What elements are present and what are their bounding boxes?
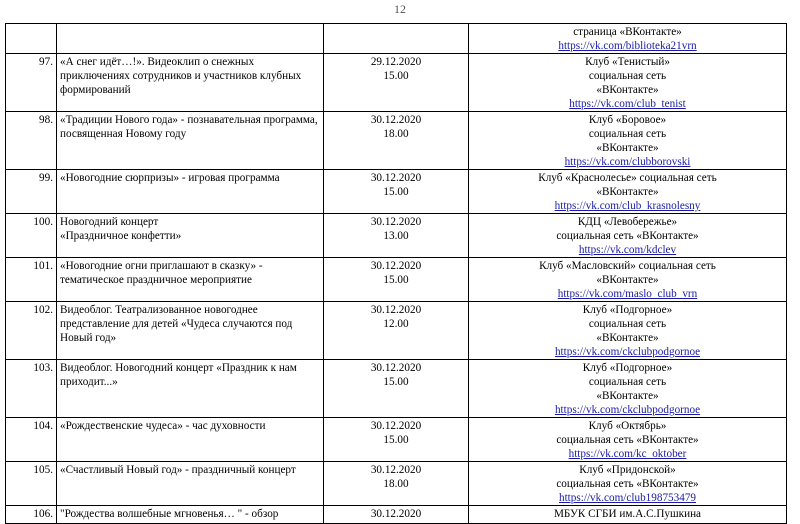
row-number: 99. (6, 170, 57, 214)
event-time: 13.00 (383, 230, 409, 242)
venue-text: «ВКонтакте» (596, 142, 659, 154)
venue-text: «ВКонтакте» (596, 274, 659, 286)
venue-text: Клуб «Тенистый» (585, 56, 670, 68)
event-title: "Рождества волшебные мгновенья… " - обзор (60, 508, 279, 520)
table-row (6, 170, 787, 214)
event-title: Новогодний концерт (60, 216, 159, 228)
event-venue-cell (469, 214, 787, 258)
event-venue-cell (469, 462, 787, 506)
event-venue-cell (469, 258, 787, 302)
event-time: 15.00 (383, 70, 409, 82)
vk-link[interactable]: https://vk.com/club198753479 (558, 492, 697, 504)
event-title: Видеоблог. Новогодний концерт «Праздник к нам приходит...» (60, 362, 297, 388)
venue-text: социальная сеть «ВКонтакте» (556, 230, 699, 242)
event-title-cell (57, 258, 324, 302)
event-date: 30.12.2020 (370, 362, 422, 374)
venue-text: «ВКонтакте» (596, 84, 659, 96)
row-number: 97. (6, 54, 57, 112)
row-number: 98. (6, 112, 57, 170)
event-venue-cell (469, 170, 787, 214)
event-date: 30.12.2020 (370, 420, 422, 432)
venue-text: КДЦ «Левобережье» (577, 216, 678, 228)
event-title: «Счастливый Новый год» - праздничный концерт (60, 464, 296, 476)
row-number (6, 24, 57, 54)
events-table (5, 23, 787, 524)
event-time: 15.00 (383, 434, 409, 446)
event-title: Видеоблог. Театрализованное новогоднее представление для детей «Чудеса случаются под Новый год» (60, 304, 293, 344)
event-datetime-cell (324, 462, 469, 506)
venue-text: «ВКонтакте» (596, 332, 659, 344)
event-title: «Праздничное конфетти» (60, 230, 182, 242)
vk-link[interactable]: https://vk.com/ckclubpodgornoe (554, 346, 701, 358)
row-number: 102. (6, 302, 57, 360)
event-date: 30.12.2020 (370, 260, 422, 272)
event-time: 18.00 (383, 128, 409, 140)
row-number: 103. (6, 360, 57, 418)
event-title-cell (57, 302, 324, 360)
event-title-cell (57, 170, 324, 214)
venue-text: страница «ВКонтакте» (573, 26, 682, 38)
table-row (6, 302, 787, 360)
venue-text: социальная сеть (588, 376, 667, 388)
event-venue-cell (469, 360, 787, 418)
event-title: «Рождественские чудеса» - час духовности (60, 420, 266, 432)
event-datetime-cell (324, 214, 469, 258)
venue-text: социальная сеть (588, 318, 667, 330)
row-number: 101. (6, 258, 57, 302)
event-title-cell (57, 112, 324, 170)
venue-text: МБУК СГБИ им.А.С.Пушкина (553, 508, 702, 520)
event-date: 30.12.2020 (370, 464, 422, 476)
event-date: 30.12.2020 (370, 114, 422, 126)
event-time: 15.00 (383, 274, 409, 286)
venue-text: Клуб «Масловский» социальная сеть (539, 260, 716, 272)
vk-link[interactable]: https://vk.com/biblioteka21vrn (558, 40, 697, 52)
event-title-cell (57, 24, 324, 54)
vk-link[interactable]: https://vk.com/maslo_club_vrn (557, 288, 698, 300)
table-row (6, 258, 787, 302)
venue-text: «ВКонтакте» (596, 390, 659, 402)
event-title: «Новогодние сюрпризы» - игровая программа (60, 172, 280, 184)
venue-text: Клуб «Октябрь» (588, 420, 667, 432)
table-row (6, 112, 787, 170)
row-number: 104. (6, 418, 57, 462)
venue-text: Клуб «Краснолесье» социальная сеть (538, 172, 717, 184)
venue-text: социальная сеть (588, 70, 667, 82)
event-date: 30.12.2020 (370, 172, 422, 184)
venue-text: «ВКонтакте» (596, 186, 659, 198)
table-row (6, 418, 787, 462)
event-venue-cell (469, 54, 787, 112)
event-venue-cell (469, 302, 787, 360)
row-number: 100. (6, 214, 57, 258)
event-title-cell (57, 462, 324, 506)
event-datetime-cell (324, 170, 469, 214)
table-row (6, 360, 787, 418)
event-title-cell (57, 54, 324, 112)
venue-text: социальная сеть «ВКонтакте» (556, 434, 699, 446)
event-datetime-cell (324, 302, 469, 360)
vk-link[interactable]: https://vk.com/kc_oktober (568, 448, 687, 460)
event-date: 29.12.2020 (370, 56, 422, 68)
table-row (6, 54, 787, 112)
event-datetime-cell (324, 258, 469, 302)
vk-link[interactable]: https://vk.com/ckclubpodgornoe (554, 404, 701, 416)
event-datetime-cell (324, 112, 469, 170)
event-datetime-cell (324, 418, 469, 462)
vk-link[interactable]: https://vk.com/clubborovski (564, 156, 691, 168)
event-date: 30.12.2020 (370, 216, 422, 228)
event-venue-cell (469, 24, 787, 54)
event-title-cell (57, 360, 324, 418)
event-date: 30.12.2020 (370, 508, 422, 520)
event-title: «А снег идёт…!». Видеоклип о снежных приключениях сотрудников и участников клубных формирований (60, 56, 302, 96)
event-title-cell (57, 418, 324, 462)
events-table-body (6, 24, 787, 524)
table-row (6, 214, 787, 258)
event-time: 15.00 (383, 376, 409, 388)
event-title: «Новогодние огни приглашают в сказку» - тематическое праздничное мероприятие (60, 260, 263, 286)
event-title-cell (57, 214, 324, 258)
venue-text: социальная сеть (588, 128, 667, 140)
page-number: 12 (394, 2, 406, 16)
vk-link[interactable]: https://vk.com/club_krasnolesny (554, 200, 701, 212)
venue-text: Клуб «Боровое» (588, 114, 667, 126)
event-time: 12.00 (383, 318, 409, 330)
venue-text: Клуб «Подгорное» (582, 304, 673, 316)
row-number: 105. (6, 462, 57, 506)
table-row (6, 462, 787, 506)
event-time: 15.00 (383, 186, 409, 198)
event-date: 30.12.2020 (370, 304, 422, 316)
event-datetime-cell (324, 24, 469, 54)
venue-text: социальная сеть «ВКонтакте» (556, 478, 699, 490)
event-datetime-cell (324, 360, 469, 418)
table-row (6, 24, 787, 54)
venue-text: Клуб «Подгорное» (582, 362, 673, 374)
event-datetime-cell (324, 54, 469, 112)
event-title: «Традиции Нового года» - познавательная программа, посвященная Новому году (60, 114, 318, 140)
event-time: 18.00 (383, 478, 409, 490)
event-venue-cell (469, 418, 787, 462)
vk-link[interactable]: https://vk.com/club_tenist (569, 98, 686, 110)
event-venue-cell (469, 112, 787, 170)
row-number: 106. (6, 506, 57, 524)
vk-link[interactable]: https://vk.com/kdclev (578, 244, 677, 256)
venue-text: Клуб «Придонской» (579, 464, 676, 476)
